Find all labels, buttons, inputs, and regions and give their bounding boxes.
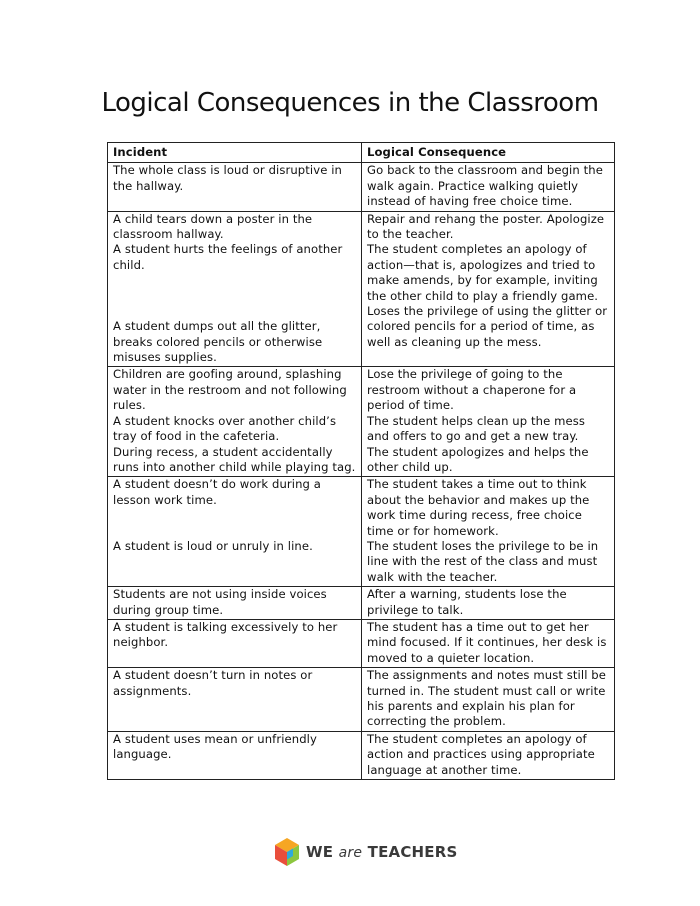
incident-text: A student dumps out all the glitter, breaks colored pencils or otherwise misuses supplies. <box>113 319 323 365</box>
logo-word-we: WE <box>306 843 334 861</box>
we-are-teachers-logo <box>274 836 458 868</box>
table-row <box>108 731 615 779</box>
incident-text: A child tears down a poster in the classroom hallway. <box>113 211 313 242</box>
consequence-text: Loses the privilege of using the glitter or colored pencils for a period of time, as well as cleaning up the mess. <box>367 304 608 349</box>
consequence-text: The student takes a time out to think about the behavior and makes up the work time during recess, free choice time or for homework. <box>367 477 590 538</box>
incident-text: Students are not using inside voices during group time. <box>113 587 327 617</box>
consequence-cell <box>362 587 615 620</box>
incident-text: During recess, a student accidentally runs into another child while playing tag. <box>113 444 356 474</box>
table-row <box>108 211 615 367</box>
consequence-text: After a warning, students lose the privilege to talk. <box>367 587 567 617</box>
table-row <box>108 587 615 620</box>
logo-word-are: are <box>338 845 363 861</box>
incident-text: The whole class is loud or disruptive in the hallway. <box>113 163 342 193</box>
consequence-cell <box>362 619 615 667</box>
consequence-text: The assignments and notes must still be turned in. The student must call or write his parents and explain his plan for correcting the problem. <box>367 668 606 729</box>
incident-text: Children are goofing around, splashing water in the restroom and not following rules. <box>113 367 347 413</box>
table-row <box>108 619 615 667</box>
logo-word-teachers: TEACHERS <box>367 843 458 861</box>
consequence-cell <box>362 668 615 732</box>
incident-text: A student hurts the feelings of another child. <box>113 242 343 272</box>
incident-cell <box>108 477 362 587</box>
consequence-text: The student completes an apology of action—that is, apologizes and tried to make amends, by for example, inviting the other child to play a friendly game. <box>367 242 599 303</box>
incident-cell <box>108 731 362 779</box>
consequence-cell <box>362 477 615 587</box>
incident-cell <box>108 619 362 667</box>
incident-text: A student doesn’t turn in notes or assignments. <box>113 668 313 698</box>
incident-text: A student is talking excessively to her neighbor. <box>113 619 338 650</box>
incident-cell <box>108 211 362 367</box>
incident-text: A student knocks over another child’s tray of food in the cafeteria. <box>113 413 337 444</box>
logo-text <box>306 843 458 861</box>
consequence-text: The student loses the privilege to be in line with the rest of the class and must walk with the teacher. <box>367 538 599 584</box>
incident-text: A student uses mean or unfriendly language. <box>113 731 317 762</box>
spacer <box>113 273 357 319</box>
consequence-text: Repair and rehang the poster. Apologize to the teacher. <box>367 211 605 242</box>
header-incident: Incident <box>108 143 362 163</box>
consequences-table <box>107 142 615 780</box>
consequence-text: The student completes an apology of action and practices using appropriate language at another time. <box>367 731 595 777</box>
header-logical-consequence: Logical Consequence <box>362 143 615 163</box>
incident-text: A student is loud or unruly in line. <box>113 539 313 554</box>
incident-cell <box>108 163 362 211</box>
consequence-cell <box>362 731 615 779</box>
table-row <box>108 477 615 587</box>
spacer <box>113 508 357 539</box>
consequence-text: Go back to the classroom and begin the walk again. Practice walking quietly instead of having free choice time. <box>367 163 603 209</box>
incident-cell <box>108 367 362 477</box>
incident-text: A student doesn’t do work during a lesson work time. <box>113 477 321 507</box>
consequence-text: The student has a time out to get her mind focused. If it continues, her desk is moved to a quieter location. <box>367 619 607 665</box>
table-header-row <box>108 143 615 163</box>
cube-logo-icon <box>274 837 300 867</box>
consequence-cell <box>362 163 615 211</box>
incident-cell <box>108 587 362 620</box>
consequence-text: Lose the privilege of going to the restroom without a chaperone for a period of time. <box>367 367 577 413</box>
consequence-text: The student helps clean up the mess and offers to go and get a new tray. <box>367 413 586 444</box>
consequence-cell <box>362 211 615 367</box>
table-row <box>108 367 615 477</box>
consequence-cell <box>362 367 615 477</box>
incident-cell <box>108 668 362 732</box>
table-row <box>108 163 615 211</box>
table-row <box>108 668 615 732</box>
consequence-text: The student apologizes and helps the other child up. <box>367 444 589 474</box>
page-title: Logical Consequences in the Classroom <box>101 88 599 118</box>
